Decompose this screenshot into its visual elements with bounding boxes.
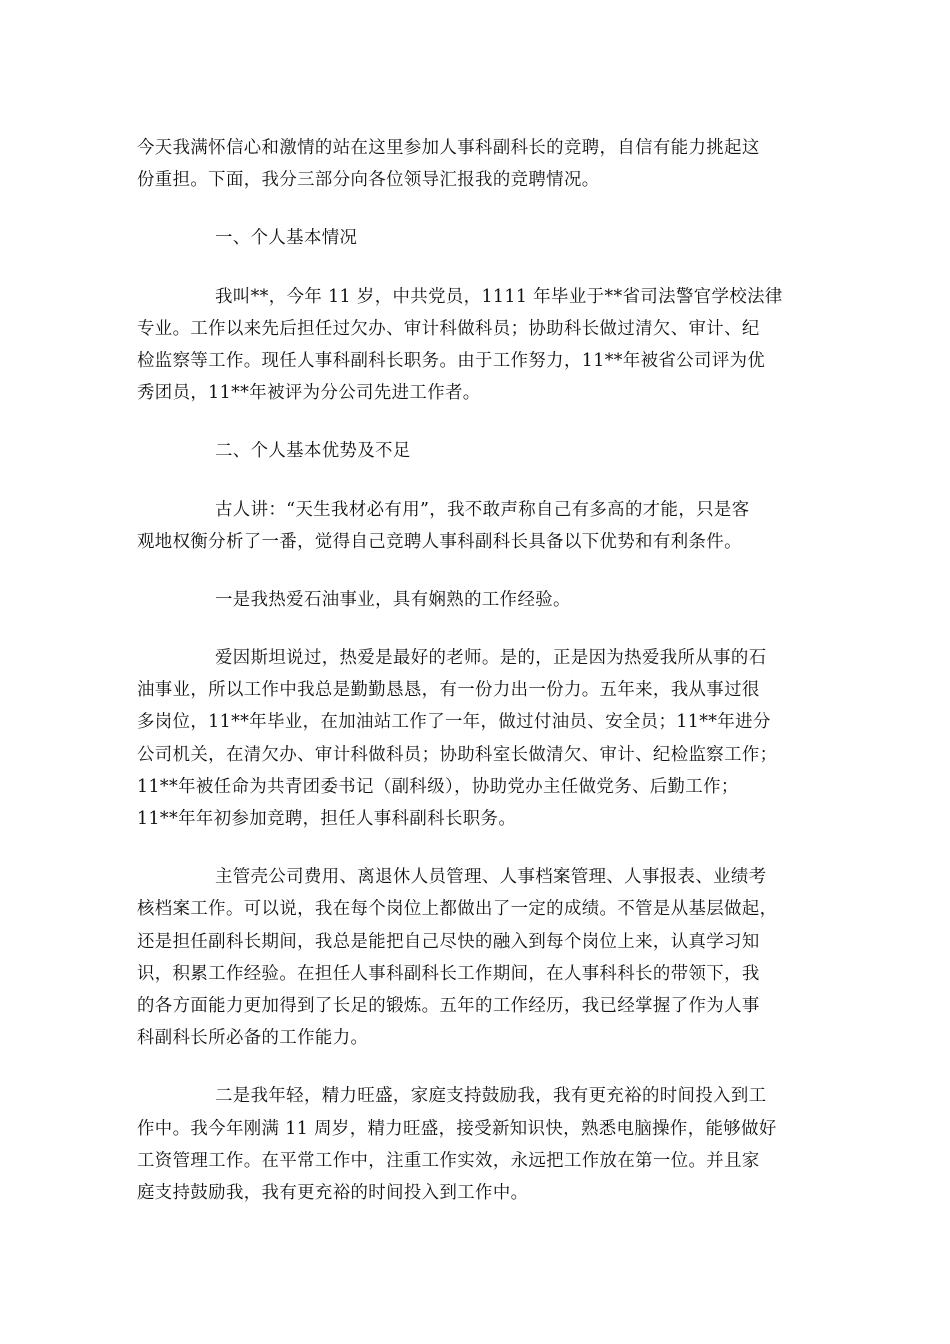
text-line: 爱因斯坦说过，热爱是最好的老师。是的，正是因为热爱我所从事的石 [215,648,767,669]
section-heading-basic-info [137,222,813,254]
text-line: 油事业，所以工作中我总是勤勤恳恳，有一份力出一份力。五年来，我从事过很 [137,680,760,701]
text-line: 秀团员，11**年被评为分公司先进工作者。 [137,383,481,404]
text-line: 我叫**，今年 11 岁，中共党员，1111 年毕业于**省司法警官学校法律 [215,286,783,307]
text-line: 识，积累工作经验。在担任人事科副科长工作期间，在人事科科长的带领下，我 [137,963,760,984]
text-line: 核档案工作。可以说，我在每个岗位上都做出了一定的成绩。不管是从基层做起， [137,899,778,920]
text-line: 一是我热爱石油事业，具有娴熟的工作经验。 [215,589,571,610]
text-line: 主管壳公司费用、离退休人员管理、人事档案管理、人事报表、业绩考 [215,867,767,888]
text-line: 观地权衡分析了一番，觉得自己竞聘人事科副科长具备以下优势和有利条件。 [137,531,742,552]
heading-text: 一、个人基本情况 [215,228,358,249]
text-line: 检监察等工作。现任人事科副科长职务。由于工作努力，11**年被省公司评为优 [137,350,766,371]
text-line: 11**年被任命为共青团委书记（副科级），协助党办主任做党务、后勤工作； [137,776,739,797]
text-line: 古人讲：“天生我材必有用”，我不敢声称自己有多高的才能，只是客 [215,499,750,520]
section-heading-strengths [137,435,813,467]
paragraph-einstein [137,642,813,835]
text-line: 份重担。下面，我分三部分向各位领导汇报我的竞聘情况。 [137,170,600,191]
heading-text: 二、个人基本优势及不足 [215,441,411,462]
paragraph-ancient-saying [137,494,813,558]
document-body [137,132,813,1209]
paragraph-responsibilities [137,861,813,1054]
paragraph-basic-info [137,281,813,410]
text-line: 还是担任副科长期间，我总是能把自己尽快的融入到每个岗位上来，认真学习知 [137,931,760,952]
text-line: 庭支持鼓励我，我有更充裕的时间投入到工作中。 [137,1182,529,1203]
paragraph-point-1 [137,584,813,616]
text-line: 专业。工作以来先后担任过欠办、审计科做科员；协助科长做过清欠、审计、纪 [137,318,760,339]
text-line: 的各方面能力更加得到了长足的锻炼。五年的工作经历，我已经掌握了作为人事 [137,995,760,1016]
text-line: 公司机关，在清欠办、审计科做科员；协助科室长做清欠、审计、纪检监察工作； [137,744,778,765]
text-line: 今天我满怀信心和激情的站在这里参加人事科副科长的竞聘，自信有能力挑起这 [137,138,760,158]
text-line: 11**年年初参加竞聘，担任人事科副科长职务。 [137,809,517,829]
text-line: 工资管理工作。在平常工作中，注重工作实效，永远把工作放在第一位。并且家 [137,1150,760,1171]
text-line: 科副科长所必备的工作能力。 [137,1028,369,1049]
paragraph-point-2 [137,1080,813,1209]
paragraph-intro [137,132,813,196]
text-line: 二是我年轻，精力旺盛，家庭支持鼓励我，我有更充裕的时间投入到工 [215,1086,767,1107]
text-line: 多岗位，11**年毕业，在加油站工作了一年，做过付油员、安全员；11**年进分 [137,712,771,733]
text-line: 作中。我今年刚满 11 周岁，精力旺盛，接受新知识快，熟悉电脑操作，能够做好 [137,1118,777,1139]
